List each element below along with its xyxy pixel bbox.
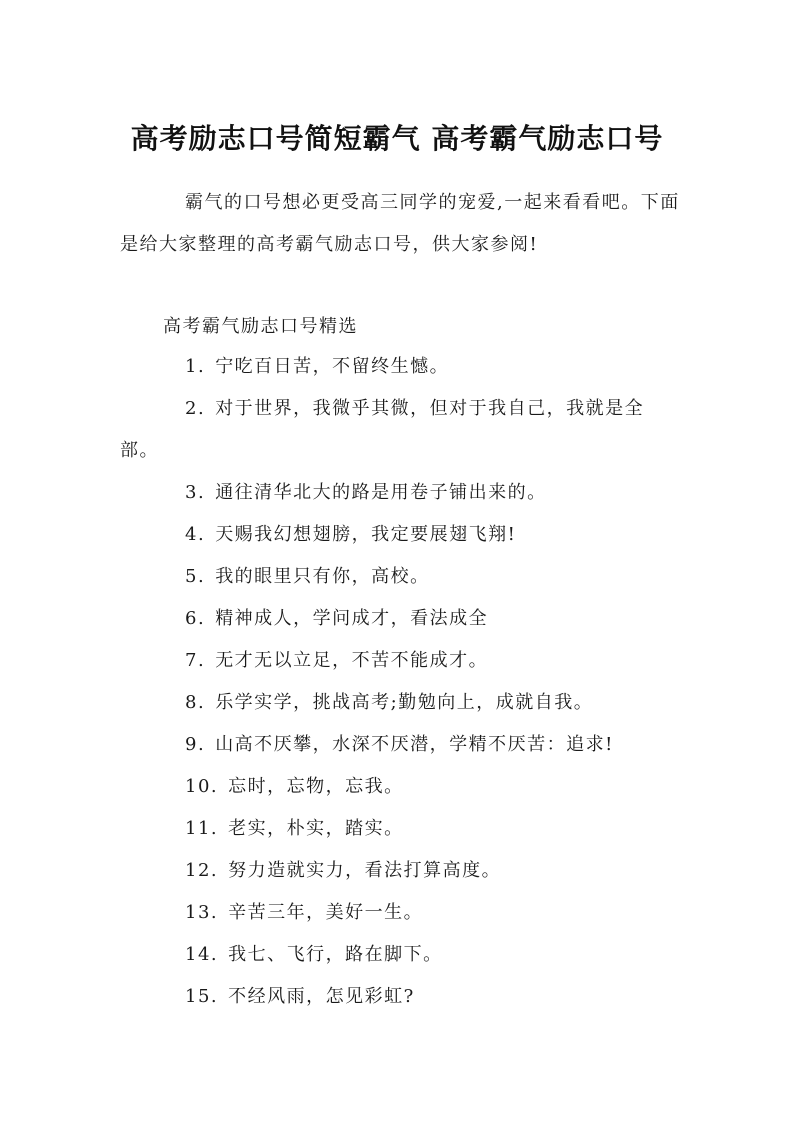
item-text: 我七、飞行，路在脚下。 [228, 944, 443, 965]
item-text: 老实，朴实，踏实。 [228, 818, 404, 839]
item-number: 1. [185, 356, 206, 377]
item-text: 山高不厌攀，水深不厌潜，学精不厌苦：追求! [215, 734, 614, 755]
item-number: 9. [185, 734, 206, 755]
item-number: 11. [185, 818, 219, 839]
item-text: 辛苦三年，美好一生。 [228, 902, 424, 923]
list-item [120, 892, 680, 934]
item-number: 10. [185, 776, 219, 797]
list-item [120, 388, 680, 472]
item-text: 我的眼里只有你，高校。 [215, 566, 430, 587]
list-item [120, 346, 680, 388]
section-heading: 高考霸气励志口号精选 [163, 316, 358, 337]
item-text: 宁吃百日苦，不留终生憾。 [215, 356, 450, 377]
item-number: 6. [185, 608, 206, 629]
item-number: 7. [185, 650, 206, 671]
page-title: 高考励志口号简短霸气 高考霸气励志口号 [130, 121, 664, 155]
item-number: 8. [185, 692, 206, 713]
item-number: 12. [185, 860, 219, 881]
item-text: 不经风雨，怎见彩虹? [228, 986, 415, 1007]
list-item [120, 514, 680, 556]
item-text: 忘时，忘物，忘我。 [228, 776, 404, 797]
list-item [120, 934, 680, 976]
list-item [120, 766, 680, 808]
slogan-list [120, 346, 680, 1018]
list-item [120, 976, 680, 1018]
item-number: 5. [185, 566, 206, 587]
item-text: 通往清华北大的路是用卷子铺出来的。 [215, 482, 547, 503]
item-text: 对于世界，我微乎其微，但对于我自己，我就是全部。 [120, 398, 645, 461]
item-number: 3. [185, 482, 206, 503]
list-item [120, 724, 680, 766]
item-number: 15. [185, 986, 219, 1007]
list-item [120, 808, 680, 850]
item-number: 4. [185, 524, 206, 545]
item-text: 努力造就实力，看法打算高度。 [228, 860, 502, 881]
list-item [120, 682, 680, 724]
list-item [120, 472, 680, 514]
list-item [120, 640, 680, 682]
list-item [120, 598, 680, 640]
item-number: 2. [185, 398, 206, 419]
item-number: 13. [185, 902, 219, 923]
item-text: 乐学实学，挑战高考;勤勉向上，成就自我。 [215, 692, 594, 713]
list-item [120, 850, 680, 892]
item-text: 无才无以立足，不苦不能成才。 [215, 650, 489, 671]
intro-paragraph: 霸气的口号想必更受高三同学的宠爱,一起来看看吧。下面是给大家整理的高考霸气励志口号，供大家参阅! [120, 192, 680, 255]
item-text: 天赐我幻想翅膀，我定要展翅飞翔! [215, 524, 517, 545]
item-text: 精神成人，学问成才，看法成全 [215, 608, 489, 629]
list-item [120, 556, 680, 598]
item-number: 14. [185, 944, 219, 965]
